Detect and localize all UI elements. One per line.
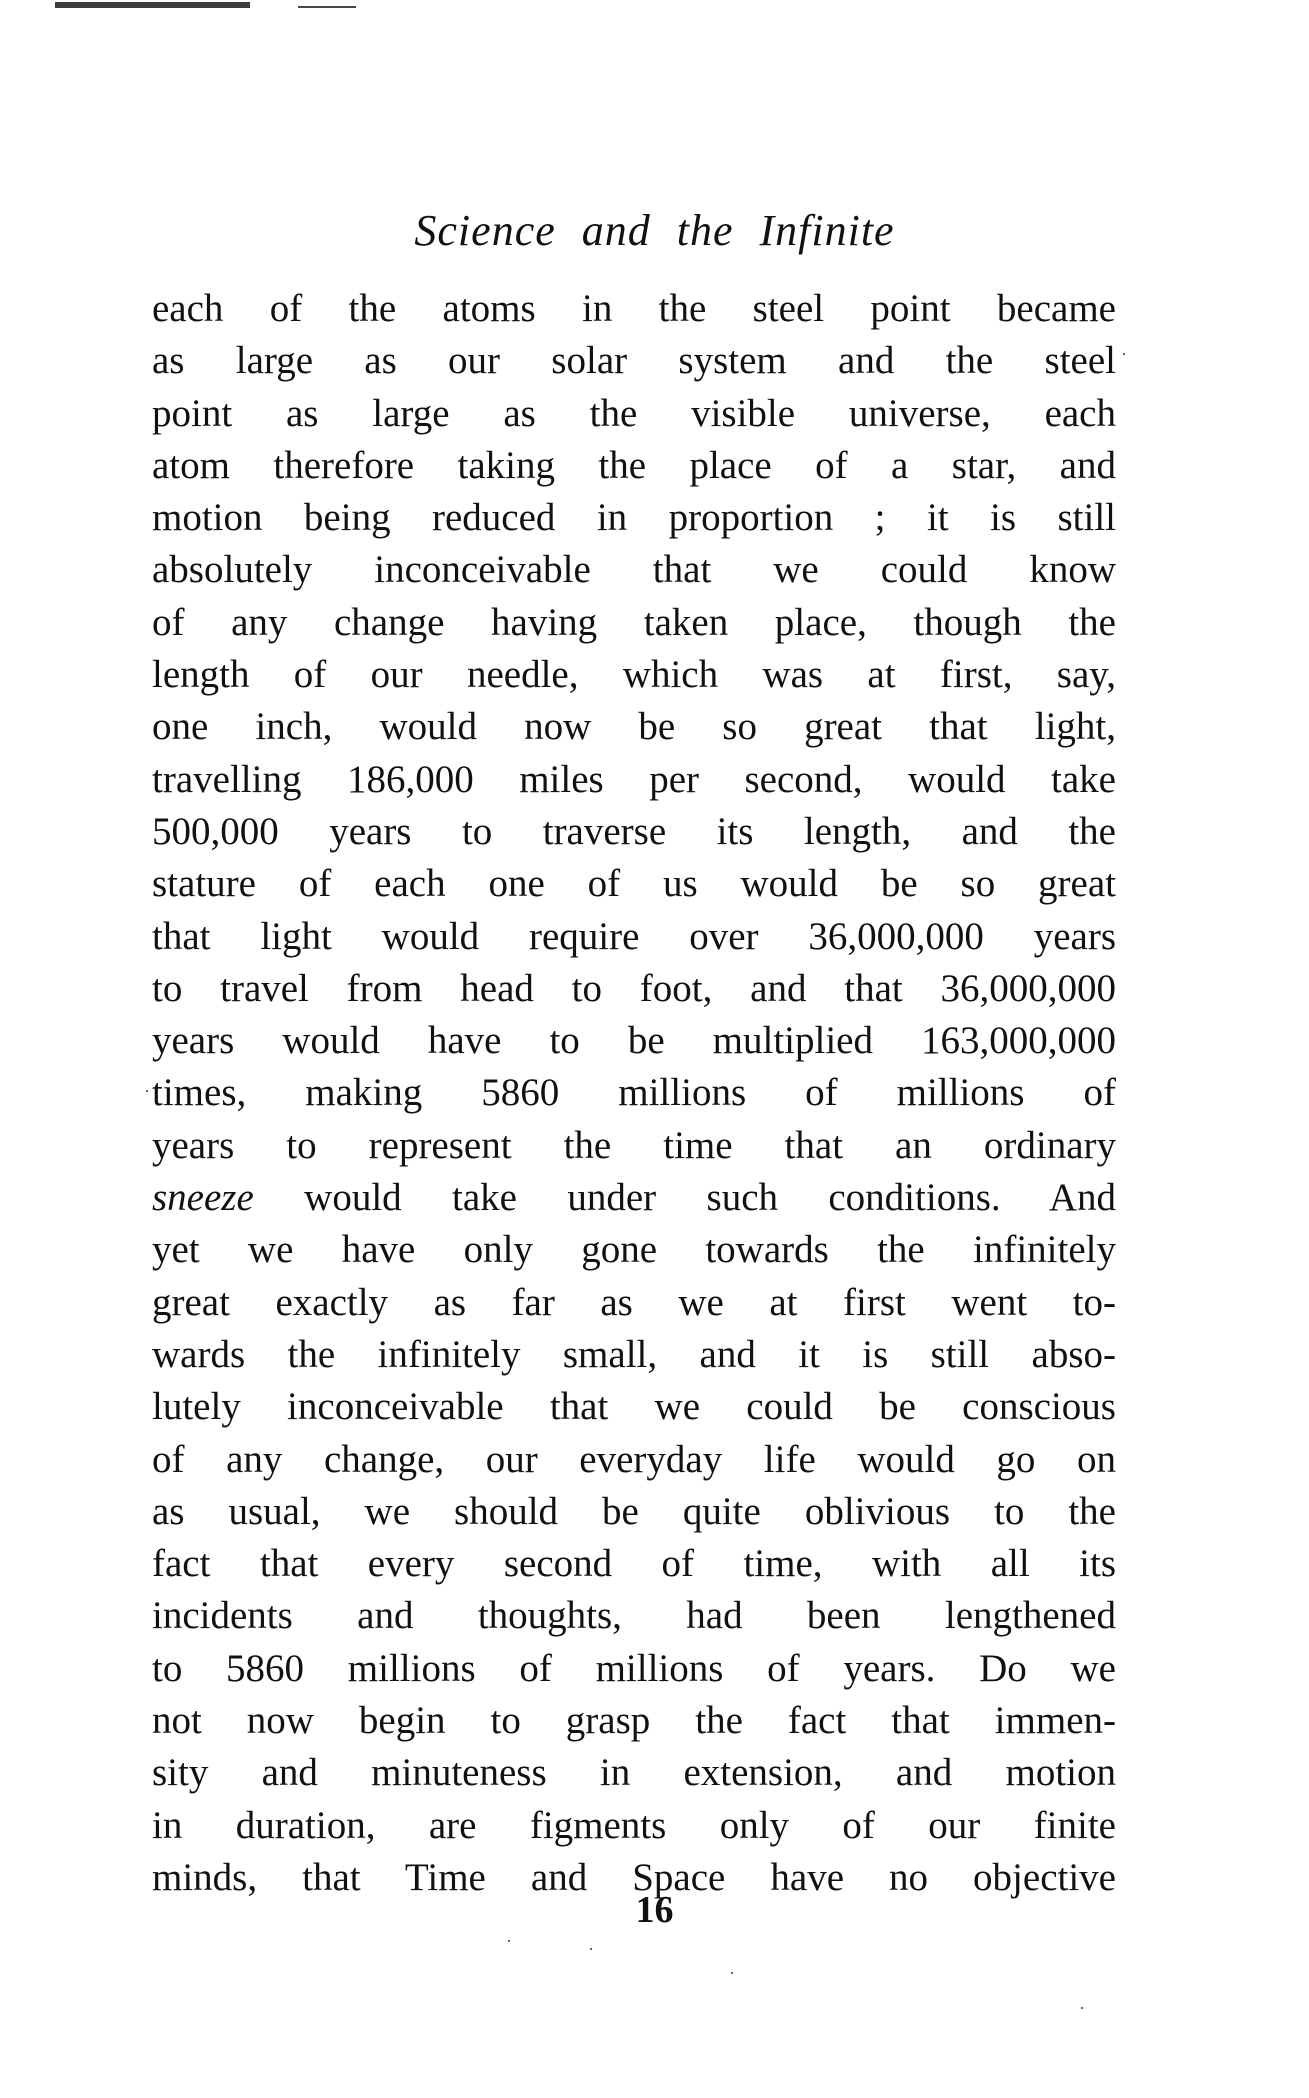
text-line: that light would require over 36,000,000 years: [152, 914, 1116, 958]
text-line: lutely inconceivable that we could be conscious: [152, 1385, 1116, 1429]
italic-emphasis: sneeze: [152, 1176, 254, 1220]
text-line: minds, that Time and Space have no objective: [152, 1855, 1116, 1899]
scan-speck: [508, 1940, 510, 1942]
text-line: of any change, our everyday life would go on: [152, 1437, 1116, 1481]
text-line: stature of each one of us would be so great: [152, 862, 1116, 906]
text-line: travelling 186,000 miles per second, would take: [152, 757, 1116, 801]
text-line: yet we have only gone towards the infinitely: [152, 1228, 1116, 1272]
text-line: incidents and thoughts, had been lengthened: [152, 1594, 1116, 1638]
text-line: fact that every second of time, with all its: [152, 1542, 1116, 1586]
text-line: wards the infinitely small, and it is still abso-: [152, 1332, 1116, 1376]
text-line: motion being reduced in proportion ; it is still: [152, 496, 1116, 540]
text-line: great exactly as far as we at first went to-: [152, 1280, 1116, 1324]
scan-speck: [590, 1948, 592, 1950]
text-line: absolutely inconceivable that we could know: [152, 548, 1116, 592]
scan-speck: [1081, 2007, 1083, 2009]
page-number: 16: [635, 1889, 674, 1931]
text-line: not now begin to grasp the fact that immen-: [152, 1699, 1116, 1743]
body-text: [152, 283, 1116, 1904]
text-line: times, making 5860 millions of millions of: [152, 1071, 1116, 1115]
text-line: 500,000 years to traverse its length, and the: [152, 809, 1116, 853]
text-line-rest: would take under such conditions. And: [253, 1176, 1116, 1220]
text-line: length of our needle, which was at first, say,: [152, 653, 1116, 697]
text-line: as large as our solar system and the steel: [152, 339, 1116, 383]
text-line: point as large as the visible universe, each: [152, 391, 1116, 435]
text-line: one inch, would now be so great that light,: [152, 705, 1116, 749]
text-line: each of the atoms in the steel point became: [152, 287, 1116, 330]
text-line: years to represent the time that an ordinary: [152, 1123, 1116, 1167]
text-line: to travel from head to foot, and that 36,000,000: [152, 966, 1116, 1010]
text-line: as usual, we should be quite oblivious to the: [152, 1489, 1116, 1533]
scan-speck: [1123, 353, 1125, 355]
text-line: [152, 1172, 1116, 1224]
scan-artifact-rule: [55, 2, 250, 8]
text-line: years would have to be multiplied 163,000,000: [152, 1019, 1116, 1063]
scan-speck: [146, 1090, 148, 1092]
scan-artifact-rule: [298, 6, 356, 8]
running-head: Science and the Infinite: [414, 206, 895, 255]
scan-speck: [731, 1972, 733, 1974]
text-line: atom therefore taking the place of a star, and: [152, 443, 1116, 487]
text-line: to 5860 millions of millions of years. Do we: [152, 1646, 1116, 1690]
text-line: in duration, are figments only of our finite: [152, 1803, 1116, 1847]
text-line: sity and minuteness in extension, and motion: [152, 1751, 1116, 1795]
text-line: of any change having taken place, though the: [152, 600, 1116, 644]
